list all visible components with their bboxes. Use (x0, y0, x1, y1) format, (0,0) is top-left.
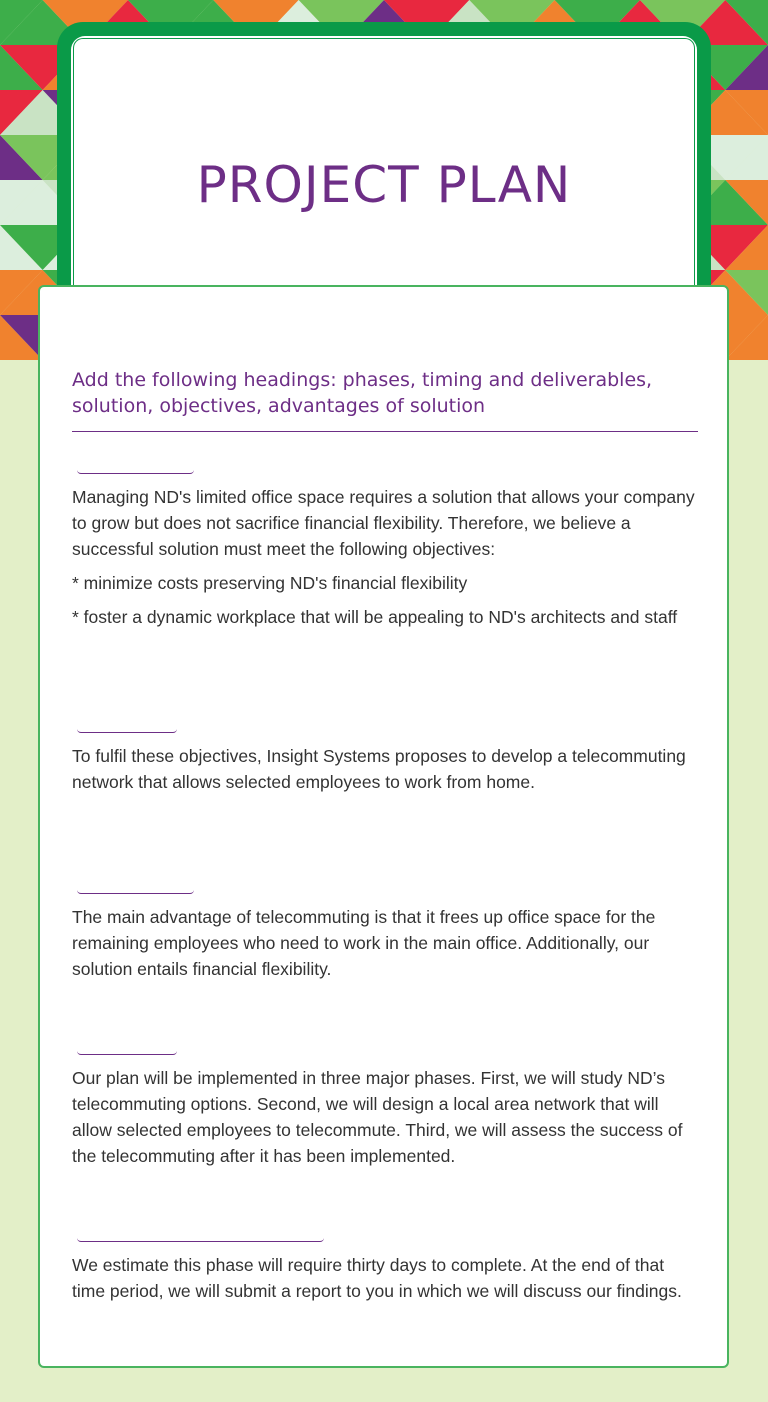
heading-blank-5[interactable] (77, 1220, 324, 1242)
section-phases (72, 1033, 700, 1169)
page-title: PROJECT PLAN (196, 156, 572, 214)
section-1-paragraph-2: * minimize costs preserving ND's financial flexibility (72, 573, 468, 593)
heading-blank-1[interactable] (77, 452, 194, 474)
section-advantages (72, 872, 700, 982)
section-timing-deliverables (72, 1220, 700, 1304)
section-4-paragraph-1: Our plan will be implemented in three major phases. First, we will study ND’s telecommuting options. Second, we will design a local area network that will allow selected employees to telecommute. Third, we will assess the success of the telecommuting after it has been implemented. (72, 1068, 683, 1166)
title-panel (73, 38, 695, 312)
section-1-paragraph-1: Managing ND's limited office space requires a solution that allows your company to grow but does not sacrifice financial flexibility. Therefore, we believe a successful solution must meet the following objectives: (72, 487, 695, 559)
worksheet-card (38, 285, 729, 1368)
heading-blank-2[interactable] (77, 711, 177, 733)
title-card (57, 22, 711, 312)
section-3-paragraph-1: The main advantage of telecommuting is that it frees up office space for the remaining employees who need to work in the main office. Additionally, our solution entails financial flexibility. (72, 907, 656, 979)
heading-blank-4[interactable] (77, 1033, 177, 1055)
section-solution (72, 711, 700, 795)
section-5-paragraph-1: We estimate this phase will require thirty days to complete. At the end of that time period, we will submit a report to you in which we will discuss our findings. (72, 1255, 682, 1301)
section-1-paragraph-3: * foster a dynamic workplace that will be appealing to ND's architects and staff (72, 607, 678, 627)
section-objectives (72, 452, 700, 630)
section-2-paragraph-1: To fulfil these objectives, Insight Systems proposes to develop a telecommuting network that allows selected employees to work from home. (72, 746, 686, 792)
heading-blank-3[interactable] (77, 872, 194, 894)
instructions-text: Add the following headings: phases, timing and deliverables, solution, objectives, advantages of solution (72, 367, 698, 432)
